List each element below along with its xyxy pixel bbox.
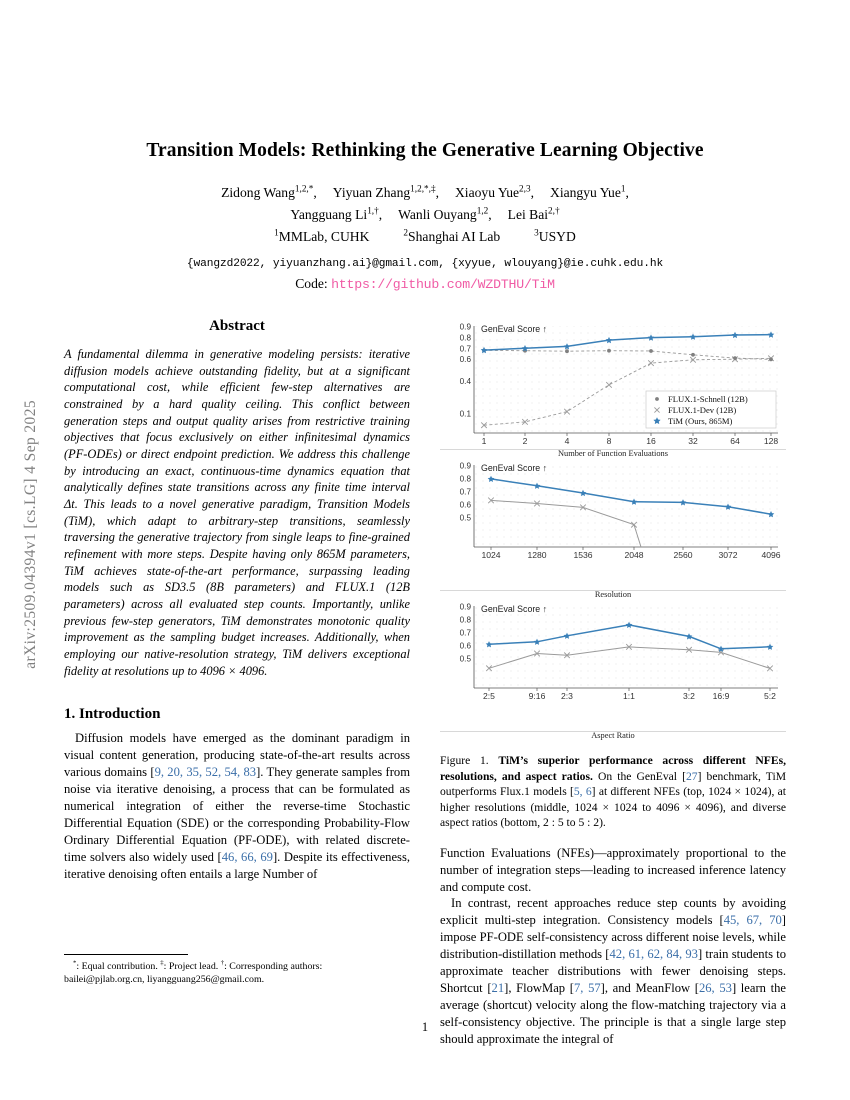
author: Xiaoyu Yue$^{2,3}$, [454,183,534,200]
right-column [440,318,786,1048]
author: Yangguang $Li^{1,\dagger}$, [290,205,383,223]
y-tick-label: 0.8 [459,333,471,343]
chart-aspect-ratio-ylabel: GenEval Score ↑ [481,604,548,614]
left-column [64,318,411,986]
paper-content [64,0,786,1100]
introduction-paragraph: Diffusion models have emerged as the dominant paradigm in visual content generation, producing state-of-the-art results across various domains [9, 20, 35, 52, 54, 83]. They generate samples from noise via iterative denoising, a process that can be formulated as numerical integration of either the reverse-time Stochastic Differential Equation (SDE) or the corresponding Probability-Flow Ordinary Differential Equation (PF-ODE), with related discrete-time solvers also widely used [46, 66, 69]. Despite its effectiveness, iterative denoising often entails a large Number of [64,731,411,881]
x-tick-label: 128 [763,436,779,446]
code-line [64,276,786,292]
page-number: 1 [421,1020,429,1034]
chart-nfe-xlabel: Number of Function Evaluations [557,449,669,458]
x-tick-label: 2048 [624,550,644,560]
chart-resolution-xlabel: Resolution [594,590,632,599]
chart-aspect-ratio-wrapper [440,600,786,740]
author: Xiangyu Yue$^1$, [550,183,629,200]
y-tick-label: 0.9 [459,602,471,612]
y-tick-label: 0.9 [459,322,471,332]
author: Yiyuan Zhang$^{1,2,*,\ddagger}$, [332,183,439,200]
footnote-rule [64,954,188,955]
code-label: Code: [295,276,328,292]
chart-aspect-ratio-svg [440,600,786,706]
chart-resolution-wrapper [440,459,786,599]
x-tick-label: 8 [606,436,612,446]
chart-aspect-ratio-xlabel: Aspect Ratio [591,731,635,740]
chart-aspect-ratio [440,600,786,731]
author-emails: {wangzd2022, yiyuanzhang.ai}@gmail.com, {xyyue, wlouyang}@ie.cuhk.edu.hk [186,258,664,271]
right-column-paragraph-2: In contrast, recent approaches reduce step counts by avoiding explicit multi-step integration. Consistency models [45, 67, 70] impose PF-ODE self-consistency across different noise levels, while distribution-distillation methods [42, 61, 62, 84, 93] train students to approximate teacher distributions with fewer denoising steps. Shortcut [21], FlowMap [7, 57], and MeanFlow [26, 53] learn the average (shortcut) velocity along the flow-matching trajectory via a self-consistency objective. The principle is that a single large step should approximate the integral of [440,896,787,1046]
introduction-heading: 1. Introduction [64,706,161,723]
y-tick-label: 0.5 [459,513,471,523]
x-tick-label: 3072 [718,550,738,560]
citation-ref[interactable]: 7, 57 [573,981,601,996]
legend-label-tim: TiM (Ours, 865M) [668,416,733,426]
abstract-text: A fundamental dilemma in generative modeling persists: iterative diffusion models achieve outstanding fidelity, but at a significant computational cost, while efficient few-step alternatives are constrained by a hard quality ceiling. This conflict between generation steps and output quality arises from restrictive training objectives that focus exclusively on either infinitesimal dynamics (PF-ODEs) or direct endpoint prediction. We address this challenge by introducing an exact, continuous-time dynamics equation that analytically defines state transitions across any finite time interval Δt. This leads to a novel generative paradigm, Transition Models (TiM), which adapt to arbitrary-step transitions, seamlessly traversing the generative trajectory from single leaps to fine-grained refinement with more steps. Despite having only 865M parameters, TiM achieves state-of-the-art performance, surpassing leading models such as SD3.5 (8B parameters) and FLUX.1 (12B parameters) across all evaluated step counts. Importantly, unlike previous few-step generators, TiM demonstrates monotonic quality improvement as the sampling budget increases. Additionally, when employing our native-resolution strategy, TiM delivers exceptional fidelity at resolutions up to 4096 × 4096. [64,347,410,678]
page-title: Transition Models: Rethinking the Generative Learning Objective [146,140,704,161]
y-tick-label: 0.6 [459,500,471,510]
x-tick-label: 1024 [481,550,501,560]
right-column-paragraph-continued: Function Evaluations (NFEs)—approximately proportional to the number of integration steps—leading to increased inference latency and compute cost. [440,845,786,894]
legend-label-flux-dev: FLUX.1-Dev (12B) [668,405,737,415]
citation-ref[interactable]: 9, 20, 35, 52, 54, 83 [154,765,257,780]
x-tick-label: 3:2 [683,691,695,701]
chart-nfe-wrapper [440,318,786,458]
author-line-2 [64,204,786,226]
chart-nfe [440,318,786,449]
legend-marker-flux-schnell [655,397,659,401]
y-tick-label: 0.8 [459,615,471,625]
citation-ref[interactable]: 42, 61, 62, 84, 93 [609,947,698,962]
x-tick-label: 9:16 [528,691,546,701]
citation-ref[interactable]: 45, 67, 70 [723,913,782,928]
author: Zidong Wang$^{1,2,*}$, [221,183,317,200]
x-tick-label: 1280 [527,550,547,560]
citation-ref[interactable]: 21 [491,981,505,996]
affiliation: $^2$Shanghai AI Lab [403,227,501,245]
affiliation: $^1$MMLab, CUHK [274,227,370,245]
abstract-heading: Abstract [209,318,265,334]
citation-ref[interactable]: 46, 66, 69 [221,850,273,864]
chart-resolution [440,459,786,590]
citation-ref[interactable]: 26, 53 [698,981,732,996]
y-tick-label: 0.1 [459,409,471,419]
arxiv-stamp: arXiv:2509.04394v1 [cs.LG] 4 Sep 2025 [22,400,39,669]
footnote-line-1: *: Equal contribution. ‡: Project lead. †: Corresponding authors: bailei@pjlab.org.cn, liyangguang256@gmail.com. [64,959,323,986]
x-tick-label: 2560 [673,550,693,560]
figure-caption: Figure 1. TiM’s superior performance across different NFEs, resolutions, and aspect ratios. On the GenEval [27] benchmark, TiM outperforms Flux.1 models [5, 6] at different NFEs (top, 1024 × 1024), at higher resolutions (middle, 1024 × 1024 to 4096 × 4096), and diverse aspect ratios (bottom, 2 : 5 to 5 : 2). [440,754,787,830]
x-tick-label: 1536 [573,550,593,560]
chart-nfe-svg [440,318,786,449]
legend-label-flux-schnell: FLUX.1-Schnell (12B) [668,394,748,404]
affiliation: $^3$USYD [534,227,576,245]
y-tick-label: 0.9 [459,461,471,471]
author-line-1 [64,182,786,204]
y-tick-label: 0.6 [459,641,471,651]
x-tick-label: 16 [646,436,656,446]
chart-nfe-legend [646,391,776,428]
x-tick-label: 64 [730,436,740,446]
y-tick-label: 0.4 [459,377,471,386]
y-tick-label: 0.8 [459,474,471,484]
citation-ref[interactable]: 5, 6 [573,785,592,799]
x-tick-label: 2:3 [561,691,573,701]
y-tick-label: 0.7 [459,628,471,638]
x-tick-label: 2 [522,436,528,446]
y-tick-label: 0.7 [459,344,471,354]
x-tick-label: 1 [481,436,487,446]
x-tick-label: 2:5 [483,691,495,701]
x-tick-label: 1:1 [623,691,635,701]
author: Lei Bai$^{2,\dagger}$ [507,205,560,223]
x-tick-label: 4096 [761,550,781,560]
x-tick-label: 16:9 [712,691,730,701]
y-tick-label: 0.5 [459,654,471,664]
affiliation-list [64,229,786,245]
chart-nfe-ylabel: GenEval Score ↑ [481,324,548,334]
author-list [64,182,786,226]
chart-resolution-svg [440,459,786,565]
x-tick-label: 5:2 [764,691,776,701]
figure-1 [440,318,786,831]
x-tick-label: 4 [564,436,570,446]
chart-resolution-ylabel: GenEval Score ↑ [481,463,548,473]
code-repository-link[interactable]: https://github.com/WZDTHU/TiM [331,277,555,293]
x-tick-label: 32 [688,436,698,446]
author: Wanli Ouyang$^{1,2}$, [398,205,492,223]
y-tick-label: 0.6 [459,355,471,365]
footnote-block [64,954,410,986]
y-tick-label: 0.7 [459,487,471,497]
citation-ref[interactable]: 27 [685,769,698,783]
